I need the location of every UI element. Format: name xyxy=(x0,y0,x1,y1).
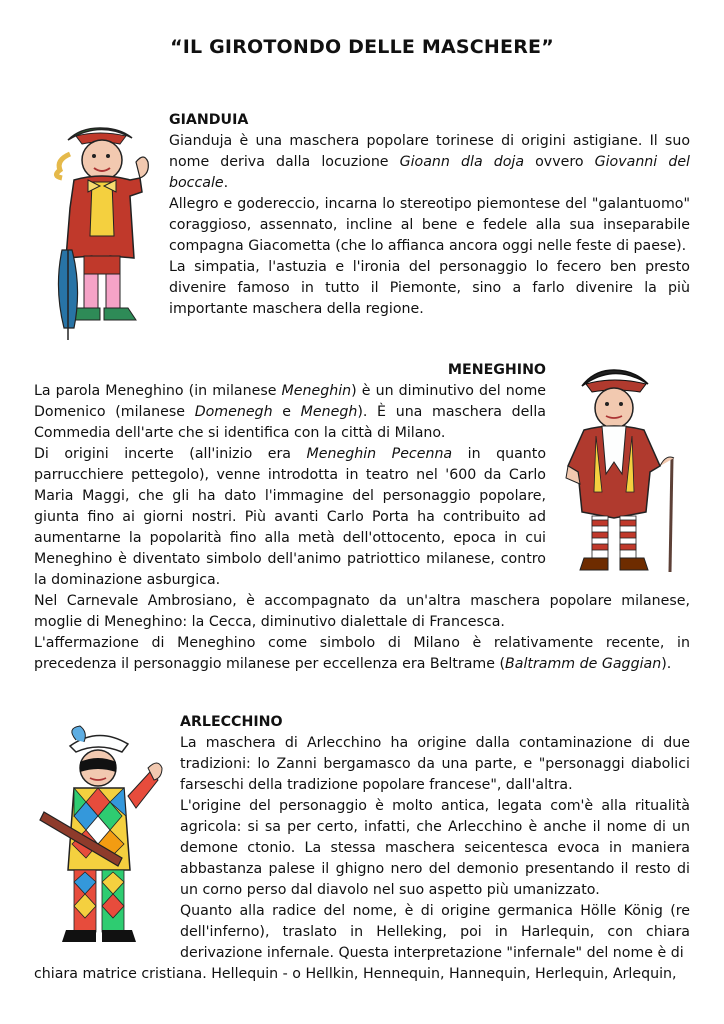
meneghino-paragraph-3: Nel Carnevale Ambrosiano, è accompagnato da un'altra maschera popolare milanese, moglie di Meneghino: la Cecca, diminutivo dialettale di Francesca. xyxy=(34,593,690,630)
gianduia-heading: GIANDUIA xyxy=(169,112,249,128)
arlecchino-illustration xyxy=(36,722,170,962)
arlecchino-paragraph-3: Quanto alla radice del nome, è di origine germanica Hölle König (re dell'inferno), traslato in Helleking, poi in Harlequin, con chiara derivazione infernale. Questa interpretazione "infernale" del nome è di xyxy=(180,903,690,961)
gianduia-paragraph-3: La simpatia, l'astuzia e l'ironia del personaggio lo fecero ben presto divenire famoso in tutto il Piemonte, sino a farlo divenire la più importante maschera della regione. xyxy=(169,259,690,317)
arlecchino-heading: ARLECCHINO xyxy=(180,714,283,730)
page-title: “IL GIROTONDO DELLE MASCHERE” xyxy=(170,36,554,58)
meneghino-paragraph-2: Di origini incerte (all'inizio era Meneghin Pecenna in quanto parrucchiere pettegolo), venne introdotta in teatro nel '600 da Carlo Maria Maggi, che gli ha dato l'immagine del personaggio popolare, giunta fino ai giorni nostri. Più avanti Carlo Porta ha contribuito ad aumentarne la popolarità fino alla metà dell'ottocento, epoca in cui Meneghino è diventato simbolo dell'animo patriottico milanese, contro la dominazione asburgica. xyxy=(34,446,547,588)
arlecchino-paragraph-3-continued: chiara matrice cristiana. Hellequin - o Hellkin, Hennequin, Hannequin, Herlequin, Arlequin, xyxy=(34,966,677,982)
meneghino-paragraph-1: La parola Meneghino (in milanese Meneghin) è un diminutivo del nome Domenico (milanese Domenegh e Menegh). È una maschera della Commedia dell'arte che si identifica con la città di Milano. xyxy=(34,383,546,441)
gianduia-paragraph-1: Gianduja è una maschera popolare torinese di origini astigiane. Il suo nome deriva dalla locuzione Gioann dla doja ovvero Giovanni del boccale. xyxy=(169,133,690,191)
gianduia-illustration xyxy=(40,118,160,344)
meneghino-heading: MENEGHINO xyxy=(447,362,546,378)
arlecchino-paragraph-1: La maschera di Arlecchino ha origine dalla contaminazione di due tradizioni: lo Zanni bergamasco da una parte, e "personaggi diabolici farseschi della tradizione popolare francese", dall'altra. xyxy=(180,735,690,793)
meneghino-paragraph-4: L'affermazione di Meneghino come simbolo di Milano è relativamente recente, in precedenza il personaggio milanese per eccellenza era Beltrame (Baltramm de Gaggian). xyxy=(34,635,690,672)
meneghino-illustration xyxy=(556,362,686,588)
gianduia-paragraph-2: Allegro e godereccio, incarna lo stereotipo piemontese del "galantuomo" coraggioso, assennato, incline al bene e fedele alla sua inseparabile compagna Giacometta (che lo affianca ancora oggi nelle feste di paese). xyxy=(169,196,690,254)
arlecchino-paragraph-2: L'origine del personaggio è molto antica, legata com'è alla ritualità agricola: si sa per certo, infatti, che Arlecchino è anche il nome di un demone ctonio. La stessa maschera seicentesca evoca in maniera abbastanza palese il ghigno nero del demonio presentando il resto di un corno perso dal diavolo nel suo aspetto più umanizzato. xyxy=(180,798,690,898)
